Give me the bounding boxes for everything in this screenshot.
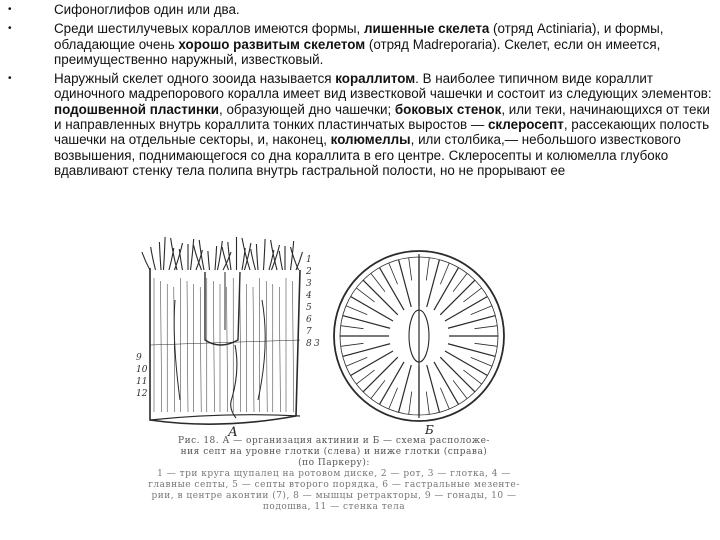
- septum-line: [427, 365, 440, 412]
- figure-number: 1: [306, 255, 312, 265]
- bullet-icon: •: [8, 73, 12, 85]
- acontia: [231, 345, 237, 418]
- caption-line: рии, в центре аконтии (7), 8 — мышцы ретракторы, 9 — гонады, 10 —: [151, 491, 517, 501]
- septum-line: [471, 306, 492, 315]
- tentacle-crown: [142, 237, 302, 270]
- figure-number: 2: [306, 267, 312, 277]
- figure-number: 4: [306, 291, 312, 301]
- septum-line: [427, 260, 440, 307]
- tentacle: [279, 251, 282, 270]
- bold-term: колюмеллы: [330, 132, 411, 148]
- figure-a-numbers: [136, 255, 312, 399]
- hatch-line: [293, 281, 294, 412]
- figure-number: 10: [136, 365, 148, 375]
- tentacle: [179, 249, 182, 270]
- septum-line: [475, 343, 498, 346]
- septum-line: [440, 388, 449, 409]
- text-run: Наружный скелет одного зооида называется: [54, 71, 336, 87]
- tentacle: [164, 237, 166, 270]
- text-run: (отряд Madreporaria). Скелет, если он имеется, преимущественно наружный, известковый.: [54, 36, 661, 67]
- septum-line: [343, 344, 390, 357]
- bold-term: боковых стенок: [394, 101, 502, 117]
- bold-term: кораллитом: [335, 71, 416, 87]
- tentacle: [245, 243, 251, 270]
- septum-line: [440, 263, 449, 284]
- septum-line: [453, 380, 467, 398]
- septum-line: [475, 326, 498, 329]
- septum-line: [341, 326, 364, 329]
- figure-number: 5: [306, 303, 312, 313]
- caption-line: главные септы, 5 — септы второго порядка, 6 — гастральные мезенте-: [148, 480, 520, 490]
- caption-line: подошва, 11 — стенка тела: [262, 502, 406, 512]
- tentacle: [251, 249, 256, 270]
- figure-number: 9: [136, 353, 142, 363]
- text-run: , образующей дно чашечки;: [219, 101, 395, 117]
- septum-line: [448, 344, 495, 357]
- tentacle: [191, 239, 194, 270]
- caption-line: 1 — три круга щупалец на ротовом диске, 2 — рот, 3 — глотка, 4 —: [157, 469, 511, 479]
- septum-line: [463, 288, 481, 302]
- label-a: А: [228, 425, 238, 440]
- figure-number: 12: [136, 389, 148, 399]
- figure-number: 6: [306, 315, 312, 325]
- septum-line: [463, 370, 481, 384]
- figure-b-septa-scheme: [334, 251, 504, 421]
- hatch-line: [187, 281, 188, 412]
- text-run: . В наиболее типичном виде кораллит одиночного мадрепорового коралла имеет вид известковой чашечки и состоит из следующих элементов:: [54, 71, 712, 102]
- figure-number: 7: [306, 327, 312, 337]
- hatch-line: [200, 287, 201, 412]
- tentacle: [208, 251, 210, 270]
- mesentery-right: [258, 300, 265, 400]
- septum-line: [341, 343, 364, 346]
- hatch-line: [161, 281, 162, 412]
- caption-line: ния септ на уровне глотки (слева) и ниже глотки (справа): [180, 447, 488, 457]
- tentacle: [264, 239, 266, 270]
- text-run: , или столбика,— небольшого известкового возвышения, поднимающегося со дна кораллита в его центре. Склеросепты и колюмелла глубоко вдавливают стенку тела полипа внутрь гастральной полости, но не прорывают ее: [54, 132, 681, 178]
- septum-line: [453, 273, 467, 291]
- text-run: , или теки, начинающихся от теки и направленных внутрь кораллита тонких пластинчатых выростов —: [54, 101, 710, 133]
- hatch-line: [240, 281, 241, 412]
- bold-term: подошвенной пластинки: [54, 101, 220, 117]
- hatch-line: [279, 287, 280, 412]
- figure-number: 11: [136, 377, 148, 387]
- septum-line: [371, 380, 385, 398]
- bullet-icon: •: [8, 4, 12, 15]
- septum-line: [409, 258, 412, 281]
- tentacle: [142, 252, 150, 270]
- tentacle: [256, 244, 258, 270]
- tentacle: [151, 247, 156, 270]
- label-b: Б: [425, 423, 434, 437]
- figure-caption: [124, 436, 544, 513]
- figure-b-number: 3: [314, 339, 320, 349]
- figure-number: 3: [306, 279, 312, 289]
- bullet-icon: •: [8, 23, 12, 35]
- septum-line: [371, 273, 385, 291]
- caption-line: Рис. 18. А — организация актинии и Б — схема расположе-: [178, 436, 490, 446]
- caption-line: (по Паркеру):: [298, 458, 370, 468]
- bold-term: склеросепт: [487, 117, 564, 133]
- septum-line: [389, 388, 398, 409]
- septum-line: [356, 288, 374, 302]
- text-run: (отряд Actiniaria), и формы, обладающие очень: [54, 21, 664, 52]
- text-run: Сифоноглифов один или два.: [54, 2, 240, 17]
- septum-line: [426, 392, 429, 415]
- hatch-line: [213, 281, 214, 412]
- text-run: Среди шестилучевых кораллов имеются формы,: [54, 21, 364, 37]
- text-run: , рассекающих полость чашечки на отдельные секторы, и, наконец,: [54, 117, 710, 148]
- pharynx: [205, 272, 240, 345]
- septum-line: [448, 316, 495, 329]
- hatch-line: [227, 287, 228, 412]
- septum-line: [346, 357, 367, 366]
- bold-term: хорошо развитым скелетом: [178, 36, 366, 52]
- hatch-line: [266, 281, 267, 412]
- figure-a-actinia: [142, 237, 302, 424]
- tentacle: [215, 246, 217, 270]
- septum-line: [389, 263, 398, 284]
- septum-line: [343, 316, 390, 329]
- septum-line: [356, 370, 374, 384]
- septum-line: [346, 306, 367, 315]
- septum-line: [409, 392, 412, 415]
- tentacle: [171, 238, 177, 270]
- septum-line: [399, 365, 412, 412]
- septum-line: [399, 260, 412, 307]
- mesentery-left: [174, 300, 180, 400]
- tentacle: [218, 241, 223, 270]
- septum-line: [471, 357, 492, 366]
- tentacle: [159, 242, 161, 270]
- tentacle: [228, 242, 231, 270]
- figure-number: 8: [306, 339, 312, 349]
- hatch-line: [253, 287, 254, 412]
- septum-line: [426, 258, 429, 281]
- bold-term: лишенные скелета: [364, 21, 490, 37]
